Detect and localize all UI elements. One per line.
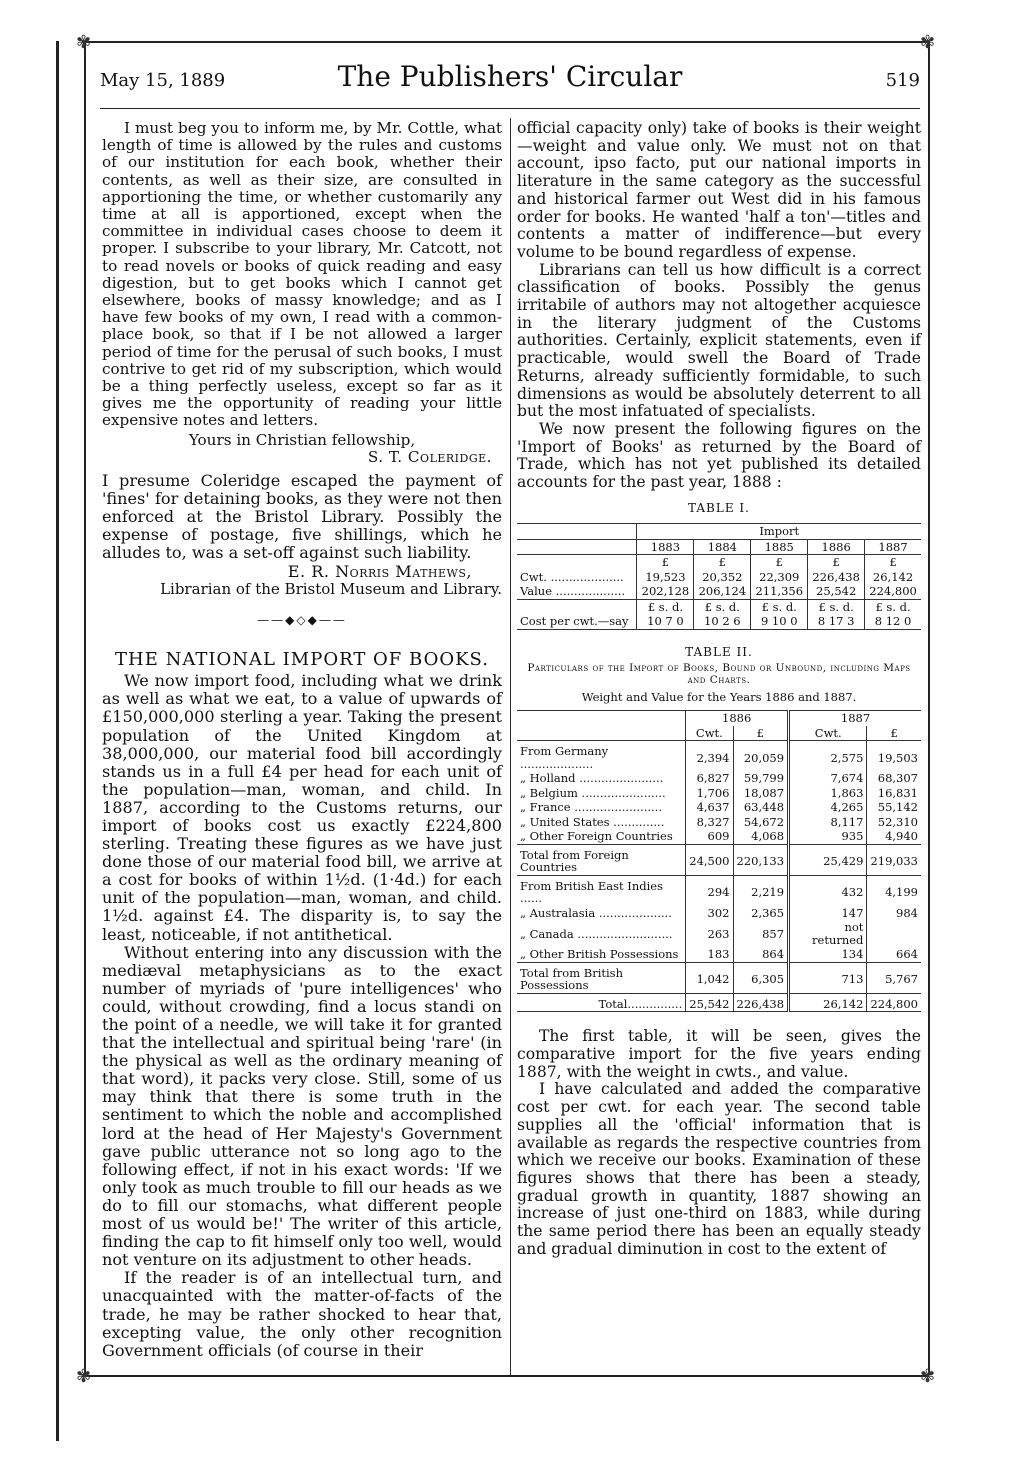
table-cell: 211,356	[751, 584, 808, 599]
article-paragraph: The first table, it will be seen, gives the comparative import for the five years ending 1887, with the weight in cwts., and value.	[517, 1027, 921, 1081]
total-row	[517, 844, 921, 875]
table-cell: 294	[686, 875, 733, 906]
table-cell: 24,500	[686, 844, 733, 875]
article-paragraph: official capacity only) take of books is their weight—weight and value only. We must not on that account, ipso facto, put our national imports in literature in the same category as the successful and historical farmer out West did in his famous order for books. He wanted 'half a ton'—titles and contents a matter of indifference—but every volume to be bound regardless of expense.	[517, 119, 921, 261]
right-border	[928, 41, 930, 1375]
table-row	[517, 920, 921, 947]
letter-signature: S. T. Coleridge.	[367, 447, 492, 466]
table-group-header: Import	[637, 524, 921, 540]
column-header: 1884	[694, 539, 751, 555]
table-cell: 609	[686, 829, 733, 844]
right-column	[517, 120, 921, 1259]
row-label: „ United States ..............	[520, 814, 665, 829]
table-cell	[517, 524, 637, 540]
table-cell: 5,767	[867, 962, 921, 993]
table-cell	[517, 539, 637, 555]
unit-cell: £	[694, 555, 751, 570]
total-row	[517, 962, 921, 993]
top-border	[82, 41, 929, 43]
table-cell: 857	[733, 920, 789, 947]
column-header: £	[733, 726, 789, 741]
letter-closing: Yours in Christian fellowship,	[188, 430, 416, 449]
editor-comment: I presume Coleridge escaped the payment of 'fines' for detaining books, as they were not then enforced at the Bristol Library. Possibly the expense of postage, five shillings, which he alludes to, was a set-off against such liability.	[102, 471, 502, 563]
total-row	[517, 993, 921, 1012]
table-cell: 25,429	[789, 844, 867, 875]
corner-ornament-icon: ✾	[920, 32, 936, 53]
table-cell: 134	[789, 947, 867, 962]
unit-cell: £	[808, 555, 865, 570]
section-divider: ——◆◇◆——	[257, 612, 347, 627]
row-label: Value ...................	[517, 584, 637, 599]
row-label: From British East Indies ......	[520, 878, 663, 906]
table-cell: 20,059	[733, 741, 789, 772]
row-label: Total from Foreign Countries	[517, 844, 686, 875]
column-header: 1886	[808, 539, 865, 555]
row-label: „ Canada ..........................	[520, 926, 673, 941]
row-label: „ Other Foreign Countries	[520, 829, 673, 844]
unit-cell: £ s. d.	[808, 599, 865, 614]
table-cell: 26,142	[865, 570, 921, 585]
table-cell: 8,117	[789, 815, 867, 830]
table-cell: 9 10 0	[751, 614, 808, 629]
unit-cell: £	[865, 555, 921, 570]
column-divider	[510, 118, 511, 1375]
column-header: 1883	[637, 539, 694, 555]
letter-paragraph: I must beg you to inform me, by Mr. Cottle, what length of time is allowed by the rules and customs of our institution for each book, whether their contents, as well as their size, are consulted in apportioning the time, or whether customarily any time at all is apportioned, except when the committee in individual cases choose to deem it proper. I subscribe to your library, Mr. Catcott, not to read novels or books of quick reading and easy digestion, but to get books which I cannot get elsewhere, books of massy knowledge; and as I have few books of my own, I read with a common-place book, so that if I be not allowed a larger period of time for the perusal of such books, I must contrive to get rid of my subscription, which would be a thing perfectly useless, except so far as it gives me the opportunity of reading your little expensive notes and letters.	[102, 119, 502, 430]
table-cell: 10 2 6	[694, 614, 751, 629]
table-row	[517, 741, 921, 772]
table-cell: 202,128	[637, 584, 694, 599]
table-cell: 183	[686, 947, 733, 962]
table-cell: 432	[789, 875, 867, 906]
row-label: „ Belgium .......................	[520, 785, 666, 800]
table-cell: 1,863	[789, 786, 867, 801]
table-cell: not returned	[789, 920, 867, 947]
table-cell: 226,438	[808, 570, 865, 585]
table-cell: 226,438	[733, 993, 789, 1012]
table-cell: 19,503	[867, 741, 921, 772]
table-cell: 18,087	[733, 786, 789, 801]
unit-cell: £ s. d.	[865, 599, 921, 614]
table-row	[517, 829, 921, 844]
article-paragraph: We now import food, including what we drink as well as what we eat, to a value of upwards of £150,000,000 sterling a year. Taking the present population of the United Kingdom at 38,000,000, our material food bill accordingly stands us in a full £4 per head for each unit of the population—man, woman, and child. In 1887, according to the Customs returns, our import of books cost us exactly £224,800 sterling. Treating these figures as we have just done those of our material food bill, we arrive at a cost for books of within 1½d. (1·4d.) for each unit of the population—man, woman, and child. 1½d. against £4. The disparity is, to say the least, noticeable, if not antithetical.	[102, 671, 502, 944]
table-cell: 2,575	[789, 741, 867, 772]
bottom-border	[82, 1375, 929, 1377]
table-cell: 6,305	[733, 962, 789, 993]
publication-title: The Publishers' Circular	[337, 60, 683, 93]
row-label: „ Other British Possessions	[520, 947, 679, 962]
table-cell: 25,542	[686, 993, 733, 1012]
table-cell: 59,799	[733, 771, 789, 786]
table-cell: 302	[686, 906, 733, 921]
corner-ornament-icon: ✾	[76, 32, 92, 53]
table-cell: 54,672	[733, 815, 789, 830]
page-number: 519	[885, 70, 920, 91]
table-cell	[517, 711, 686, 726]
table-cell	[867, 920, 921, 947]
table-cell: 2,219	[733, 875, 789, 906]
table-cell: 206,124	[694, 584, 751, 599]
unit-cell: £ s. d.	[637, 599, 694, 614]
table-cell: 4,265	[789, 800, 867, 815]
row-label: „ France ........................	[520, 800, 662, 815]
table-caption: TABLE II.	[685, 644, 753, 659]
binding-edge	[56, 41, 59, 1441]
table-row	[517, 947, 921, 962]
table-cell: 19,523	[637, 570, 694, 585]
table-subtitle: Weight and Value for the Years 1886 and 1887.	[581, 689, 857, 704]
row-label: From Germany ....................	[520, 744, 609, 771]
table-cell: 4,637	[686, 800, 733, 815]
table-cell: 22,309	[751, 570, 808, 585]
column-header: Cwt.	[789, 726, 867, 741]
table-cell: 8 17 3	[808, 614, 865, 629]
comment-author-title: Librarian of the Bristol Museum and Library.	[160, 579, 502, 598]
table-cell: 8,327	[686, 815, 733, 830]
table-cell: 984	[867, 906, 921, 921]
article-paragraph: If the reader is of an intellectual turn, and unacquainted with the matter-of-facts of the trade, he may be rather shocked to hear that, excepting value, the only other recognition Government officials (of course in their	[102, 1268, 502, 1360]
table-cell	[517, 599, 637, 614]
table-cell: 224,800	[867, 993, 921, 1012]
article-paragraph: Librarians can tell us how difficult is a correct classification of books. Possibly the genus irritabile of authors may not altogether acquiesce in the literary judgment of the Customs authorities. Certainly, explicit statements, even if practicable, would swell the Board of Trade Returns, already sufficiently formidable, to such dimensions as would be absolutely deterrent to all but the most infatuated of specialists.	[517, 260, 921, 421]
table-row	[517, 800, 921, 815]
comment-author: E. R. Norris Mathews,	[287, 561, 472, 581]
unit-cell: £ s. d.	[751, 599, 808, 614]
column-header: 1887	[865, 539, 921, 555]
table-cell: 713	[789, 962, 867, 993]
table-cell: 664	[867, 947, 921, 962]
table-cell: 16,831	[867, 786, 921, 801]
unit-cell: £	[637, 555, 694, 570]
row-label: Cost per cwt.—say	[517, 614, 637, 629]
table-row	[517, 771, 921, 786]
article-heading: THE NATIONAL IMPORT OF BOOKS.	[115, 649, 489, 671]
table-cell: 220,133	[733, 844, 789, 875]
table-cell: 4,068	[733, 829, 789, 844]
table-cell: 1,706	[686, 786, 733, 801]
article-paragraph: Without entering into any discussion with the mediæval metaphysicians as to the exact number of myriads of 'pure intelligences' who could, without crowding, find a locus standi on the point of a needle, we will take it for granted that the intellectual and spiritual being 'rare' (in the physical as well as the ordinary meaning of that word), it packs very close. Still, some of us may think that there is some truth in the sentiment to which the noble and accomplished lord at the head of Her Majesty's Government gave public utterance not so long ago to the following effect, if not in his exact words: 'If we only took as much trouble to fill our heads as we do to fill our stomachs, what different people most of us would be!' The writer of this article, finding the cap to fit himself only too well, would not venture on its adjustment to other heads.	[102, 942, 502, 1270]
import-table-2	[517, 710, 921, 1012]
table-caption: TABLE I.	[688, 500, 750, 515]
unit-cell: £ s. d.	[694, 599, 751, 614]
table-cell: 1,042	[686, 962, 733, 993]
table-cell: 68,307	[867, 771, 921, 786]
table-cell: 6,827	[686, 771, 733, 786]
table-cell: 4,199	[867, 875, 921, 906]
table-row	[517, 875, 921, 906]
left-column	[102, 120, 502, 1360]
table-cell: 63,448	[733, 800, 789, 815]
article-paragraph: We now present the following figures on the 'Import of Books' as returned by the Board of Trade, which has not yet published its detailed accounts for the past year, 1888 :	[517, 419, 921, 492]
table-cell: 219,033	[867, 844, 921, 875]
table-cell: 4,940	[867, 829, 921, 844]
column-header: Cwt.	[686, 726, 733, 741]
table-cell: 26,142	[789, 993, 867, 1012]
table-cell: 7,674	[789, 771, 867, 786]
table-cell: 10 7 0	[637, 614, 694, 629]
column-header: £	[867, 726, 921, 741]
unit-cell: £	[751, 555, 808, 570]
table-cell: 147	[789, 906, 867, 921]
row-label: „ Holland .......................	[520, 771, 664, 786]
issue-date: May 15, 1889	[100, 70, 226, 91]
table-cell: 8 12 0	[865, 614, 921, 629]
table-cell: 864	[733, 947, 789, 962]
table-cell: 20,352	[694, 570, 751, 585]
table-row	[517, 786, 921, 801]
table-cell: 263	[686, 920, 733, 947]
table-cell: 2,394	[686, 741, 733, 772]
row-label: Total from British Possessions	[517, 962, 686, 993]
header-rule	[100, 108, 920, 109]
table-cell	[517, 555, 637, 570]
column-header: 1887	[789, 711, 921, 726]
table-cell: 224,800	[865, 584, 921, 599]
column-header: 1885	[751, 539, 808, 555]
table-cell: 55,142	[867, 800, 921, 815]
row-label: Cwt. ....................	[520, 569, 624, 584]
table-row	[517, 815, 921, 830]
article-paragraph: I have calculated and added the comparative cost per cwt. for each year. The second table supplies all the 'official' information that is available as regards the respective countries from which we receive our books. Examination of these figures shows that there has been a steady, gradual growth in quantity, 1887 showing an increase of just one-third on 1883, while during the same period there has been an equally steady and gradual diminution in cost to the extent of	[517, 1080, 921, 1258]
left-border	[84, 41, 86, 1375]
table-cell: 2,365	[733, 906, 789, 921]
corner-ornament-icon: ✾	[920, 1366, 936, 1387]
column-header: 1886	[686, 711, 789, 726]
table-cell: 25,542	[808, 584, 865, 599]
import-table-1	[517, 523, 921, 630]
table-cell	[517, 726, 686, 741]
table-row	[517, 906, 921, 921]
row-label: „ Australasia ....................	[520, 905, 672, 920]
page-header	[100, 56, 920, 100]
table-subtitle: Particulars of the Import of Books, Bound or Unbound, including Maps and Charts.	[527, 661, 911, 686]
table-cell: 52,310	[867, 815, 921, 830]
corner-ornament-icon: ✾	[76, 1366, 92, 1387]
table-cell: 935	[789, 829, 867, 844]
row-label: Total...............	[517, 993, 686, 1012]
